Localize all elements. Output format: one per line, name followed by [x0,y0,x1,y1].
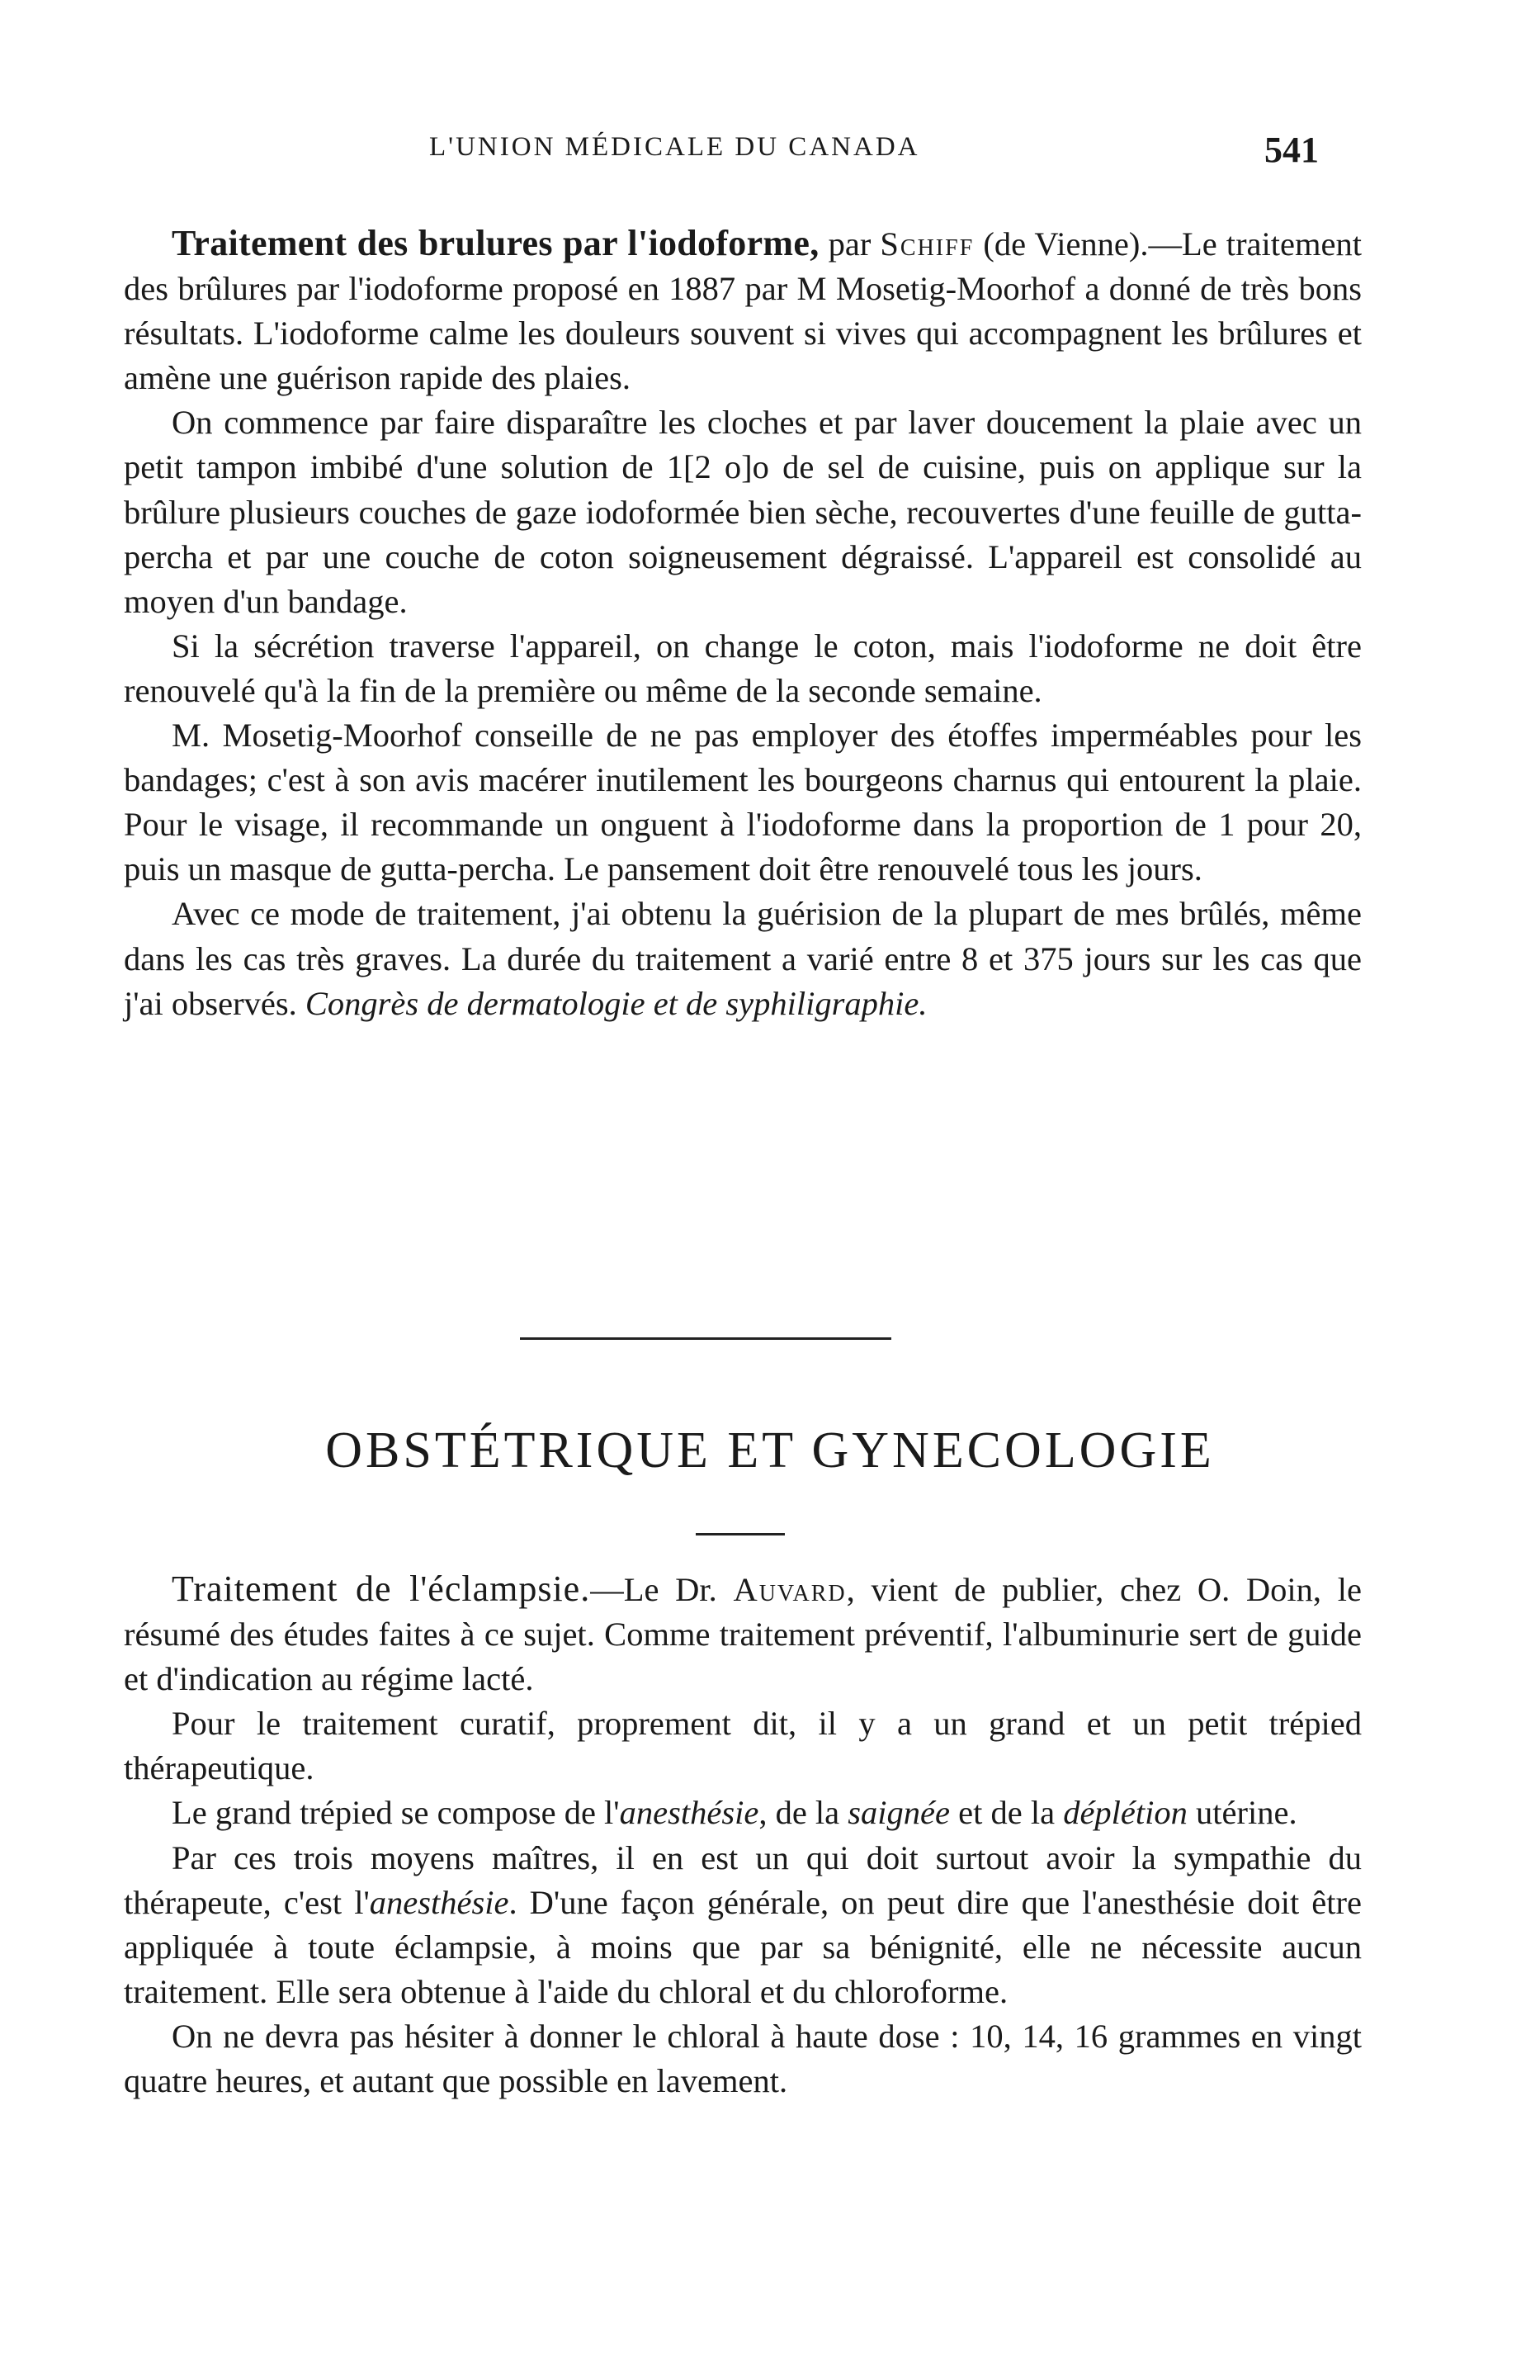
article1-byline-prefix: par [819,225,881,263]
article1-paragraph-2: On commence par faire disparaître les cloches et par laver doucement la plaie avec un petit tampon imbibé d'une solution de 1[2 o]o de sel de cuisine, puis on applique sur la brûlure plusieurs couches de gaze iodoformée bien sèche, recouvertes d'une feuille de gutta-percha et par une couche de coton soigneusement dégraissé. L'appareil est consolidé au moyen d'un bandage. [124,404,1362,620]
article1-p1-text: (de Vienne).—Le traitement des brûlures par l'iodoforme proposé en 1887 par M Mosetig-Moorhof a donné de très bons résultats. L'iodoforme calme les douleurs souvent si vives qui accompagnent les brûlures et amène une guérison rapide des plaies. [124,225,1362,397]
article2-p3-text-d: utérine. [1187,1794,1297,1832]
article2-paragraph-1 [124,1567,1362,1701]
article1-paragraph-1 [124,221,1362,400]
article1-paragraph-3: Si la sécrétion traverse l'appareil, on change le coton, mais l'iodoforme ne doit être renouvelé qu'à la fin de la première ou même de la seconde semaine. [124,627,1362,709]
running-head [0,132,1540,182]
article2-paragraph-2: Pour le traitement curatif, proprement dit, il y a un grand et un petit trépied thérapeutique. [124,1705,1362,1787]
article2-p3-text-c: et de la [950,1794,1064,1832]
article2-dash-le: —Le Dr. [590,1571,734,1608]
article2-p3-text-b: , de la [758,1794,848,1832]
article1-title: Traitement des brulures par l'iodoforme, [172,223,820,263]
article1-p5-text: Avec ce mode de traitement, j'ai obtenu la guérision de la plupart de mes brûlés, même dans les cas très graves. La durée du traitement a varié entre 8 et 375 jours sur les cas que j'ai observés. [124,895,1362,1022]
section-title-underline [696,1533,785,1535]
article2-p3-text-a: Le grand trépied se compose de l' [172,1794,620,1832]
article2-p3-anesthesie: anesthésie [619,1794,759,1832]
article2-paragraph-3 [124,1791,1362,1835]
article1-paragraph-4: M. Mosetig-Moorhof conseille de ne pas employer des étoffes imperméables pour les bandages; c'est à son avis macérer inutilement les bourgeons charnus qui entourent la plaie. Pour le visage, il recommande un onguent à l'iodoforme dans la proportion de 1 pour 20, puis un masque de gutta-percha. Le pansement doit être renouvelé tous les jours. [124,717,1362,888]
article2-paragraph-5: On ne devra pas hésiter à donner le chloral à haute dose : 10, 14, 16 grammes en vingt quatre heures, et autant que possible en lavement. [124,2017,1362,2100]
section-title: OBSTÉTRIQUE ET GYNECOLOGIE [325,1422,1215,1479]
article1-source: Congrès de dermatologie et de syphiligraphie. [305,984,928,1022]
article2-p1-text: , vient de publier, chez O. Doin, le résumé des études faites à ce sujet. Comme traitement préventif, l'albuminurie sert de guide et d'indication au régime lacté. [124,1571,1362,1698]
article2-title: Traitement de l'éclampsie. [172,1569,591,1609]
article2-p4-anesthesie: anesthésie [369,1883,509,1921]
article2-paragraph-4 [124,1836,1362,2014]
article-burns-iodoform [124,221,1362,1026]
article1-author: Schiff [880,225,975,263]
article2-author: Auvard [733,1571,847,1608]
section-separator-rule [520,1337,891,1340]
article2-p4-text-a: Par ces trois moyens maîtres, il en est un qui doit surtout avoir la sympathie du thérapeute, c'est l' [124,1838,1362,1921]
running-title: L'UNION MÉDICALE DU CANADA [429,132,920,162]
article1-paragraph-5 [124,892,1362,1025]
article-eclampsia [124,1567,1362,2103]
page-number: 541 [1264,130,1319,170]
article2-p4-text-b: . D'une façon générale, on peut dire que l'anesthésie doit être appliquée à toute éclampsie, à moins que par sa bénignité, elle ne nécessite aucun traitement. Elle sera obtenue à l'aide du chloral et du chloroforme. [124,1883,1362,2010]
article2-p3-depletion: déplétion [1063,1794,1188,1832]
article2-p3-saignee: saignée [848,1794,951,1832]
